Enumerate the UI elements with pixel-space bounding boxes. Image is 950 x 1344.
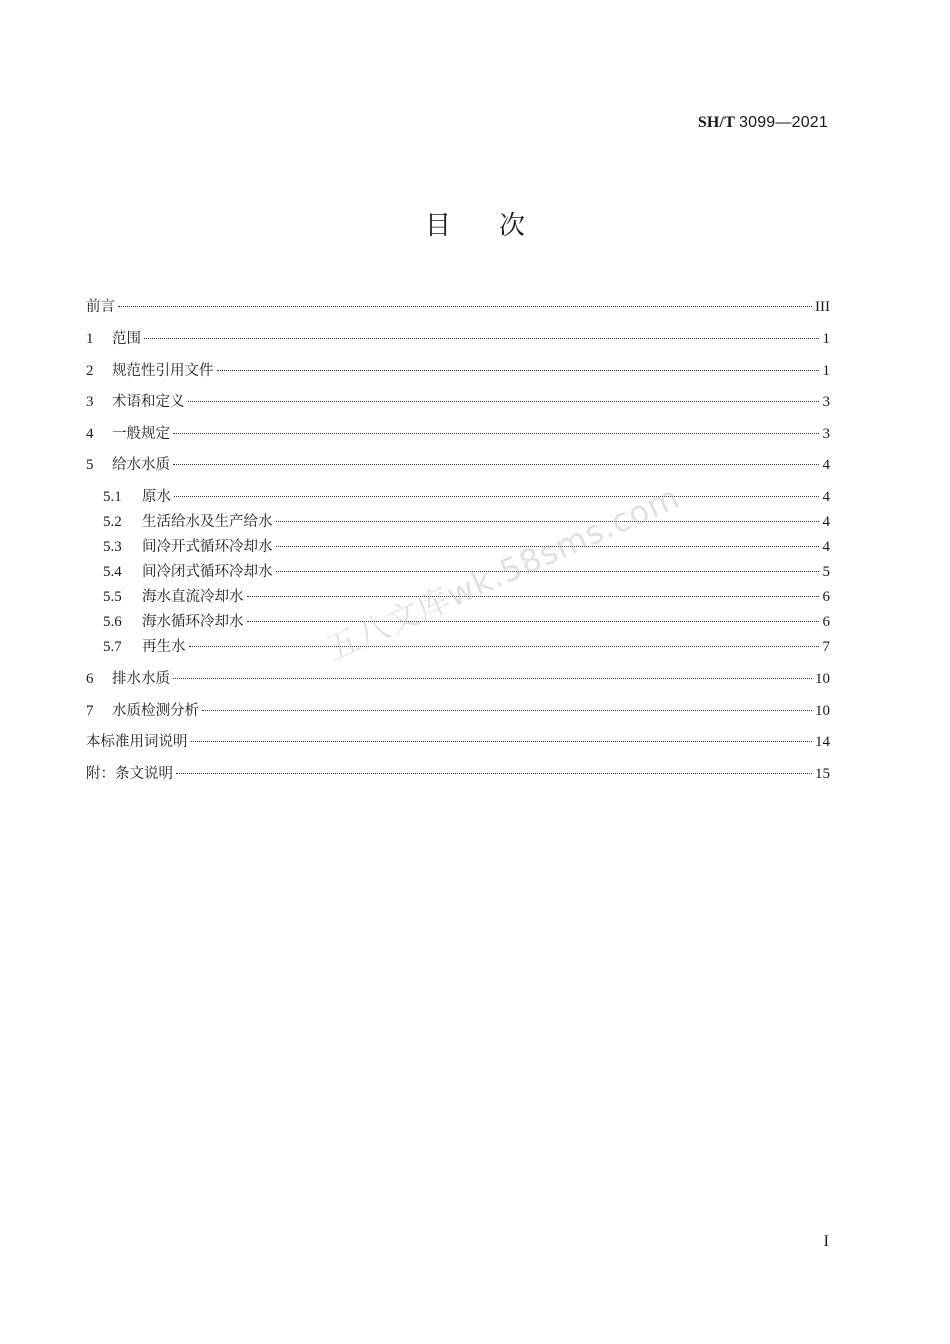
toc-entry-number: 1: [86, 331, 94, 347]
toc-entry-foreword[interactable]: [86, 294, 830, 320]
toc-entry-6[interactable]: [86, 666, 830, 692]
toc-entry-5-7[interactable]: [103, 634, 830, 660]
toc-entry-label: 本标准用词说明: [86, 734, 188, 750]
toc-entry-label: 间冷闭式循环冷却水: [142, 564, 273, 580]
toc-entry-number: 6: [86, 671, 94, 687]
page-number: I: [823, 1233, 829, 1250]
standard-code: [698, 114, 828, 132]
toc-entry-number: 5.4: [103, 564, 122, 580]
toc-entry-page: 5: [822, 564, 830, 580]
toc-entry-label: 生活给水及生产给水: [142, 514, 273, 530]
toc-entry-page: 3: [822, 394, 830, 410]
toc-entry-clause-explanation[interactable]: [86, 761, 830, 787]
toc-leader-dots: [173, 433, 819, 434]
toc-entry-number: 3: [86, 394, 94, 410]
toc-entry-page: 7: [822, 639, 830, 655]
toc-entry-number: 5.1: [103, 489, 122, 505]
toc-entry-4[interactable]: [86, 421, 830, 447]
toc-entry-label: 水质检测分析: [112, 703, 199, 719]
toc-entry-1[interactable]: [86, 326, 830, 352]
toc-entry-label: 再生水: [142, 639, 186, 655]
toc-entry-number: 2: [86, 363, 94, 379]
toc-entry-page: 14: [815, 734, 830, 750]
toc-entry-page: 10: [815, 703, 830, 719]
toc-entry-3[interactable]: [86, 389, 830, 415]
toc-entry-number: 5: [86, 457, 94, 473]
toc-entry-5-2[interactable]: [103, 509, 830, 535]
toc-entry-label: 范围: [112, 331, 141, 347]
toc-entry-number: 5.5: [103, 589, 122, 605]
toc-entry-label: 海水直流冷却水: [142, 589, 244, 605]
toc-entry-label: 术语和定义: [112, 394, 185, 410]
toc-entry-label: 规范性引用文件: [112, 363, 214, 379]
toc-entry-page: 3: [822, 426, 830, 442]
toc-entry-wording-explanation[interactable]: [86, 729, 830, 755]
toc-entry-label: 附：条文说明: [86, 766, 173, 782]
toc-entry-label: 排水水质: [112, 671, 170, 687]
toc-entry-7[interactable]: [86, 698, 830, 724]
toc-entry-number: 5.3: [103, 539, 122, 555]
standard-prefix: SH/T: [697, 114, 735, 131]
toc-leader-dots: [188, 401, 820, 402]
toc-entry-page: 4: [822, 539, 830, 555]
toc-entry-page: 15: [815, 766, 830, 782]
toc-leader-dots: [189, 646, 820, 647]
toc-leader-dots: [118, 306, 812, 307]
toc-leader-dots: [247, 596, 820, 597]
toc-entry-label: 一般规定: [112, 426, 170, 442]
toc-entry-2[interactable]: [86, 358, 830, 384]
toc-entry-number: 5.7: [103, 639, 122, 655]
toc-entry-page: 4: [822, 514, 830, 530]
toc-entry-page: 4: [822, 457, 830, 473]
toc-entry-label: 前言: [86, 299, 115, 315]
toc-leader-dots: [276, 521, 820, 522]
toc-entry-number: 5.6: [103, 614, 122, 630]
toc-entry-label: 给水水质: [112, 457, 170, 473]
toc-entry-page: 6: [822, 589, 830, 605]
toc-entry-page: 4: [822, 489, 830, 505]
toc-entry-page: 1: [822, 363, 830, 379]
toc-entry-page: III: [815, 299, 830, 315]
toc-entry-5-6[interactable]: [103, 609, 830, 635]
toc-leader-dots: [173, 678, 812, 679]
toc-entry-label: 原水: [142, 489, 171, 505]
standard-number: 3099—2021: [739, 114, 828, 131]
toc-entry-number: 4: [86, 426, 94, 442]
toc-leader-dots: [191, 741, 813, 742]
toc-entry-page: 1: [822, 331, 830, 347]
toc-entry-page: 6: [822, 614, 830, 630]
toc-leader-dots: [176, 773, 812, 774]
toc-entry-5[interactable]: [86, 452, 830, 478]
toc-entry-page: 10: [815, 671, 830, 687]
toc-entry-5-1[interactable]: [103, 484, 830, 510]
toc-leader-dots: [217, 370, 820, 371]
toc-leader-dots: [202, 710, 812, 711]
toc-entry-label: 海水循环冷却水: [142, 614, 244, 630]
toc-entry-5-3[interactable]: [103, 534, 830, 560]
watermark: 五八文库wk.58sms.com: [320, 477, 686, 669]
toc-entry-label: 间冷开式循环冷却水: [142, 539, 273, 555]
toc-entry-number: 7: [86, 703, 94, 719]
toc-leader-dots: [144, 338, 819, 339]
page-title: 目次: [424, 211, 573, 241]
toc-leader-dots: [174, 496, 819, 497]
toc-leader-dots: [173, 464, 819, 465]
toc-entry-number: 5.2: [103, 514, 122, 530]
